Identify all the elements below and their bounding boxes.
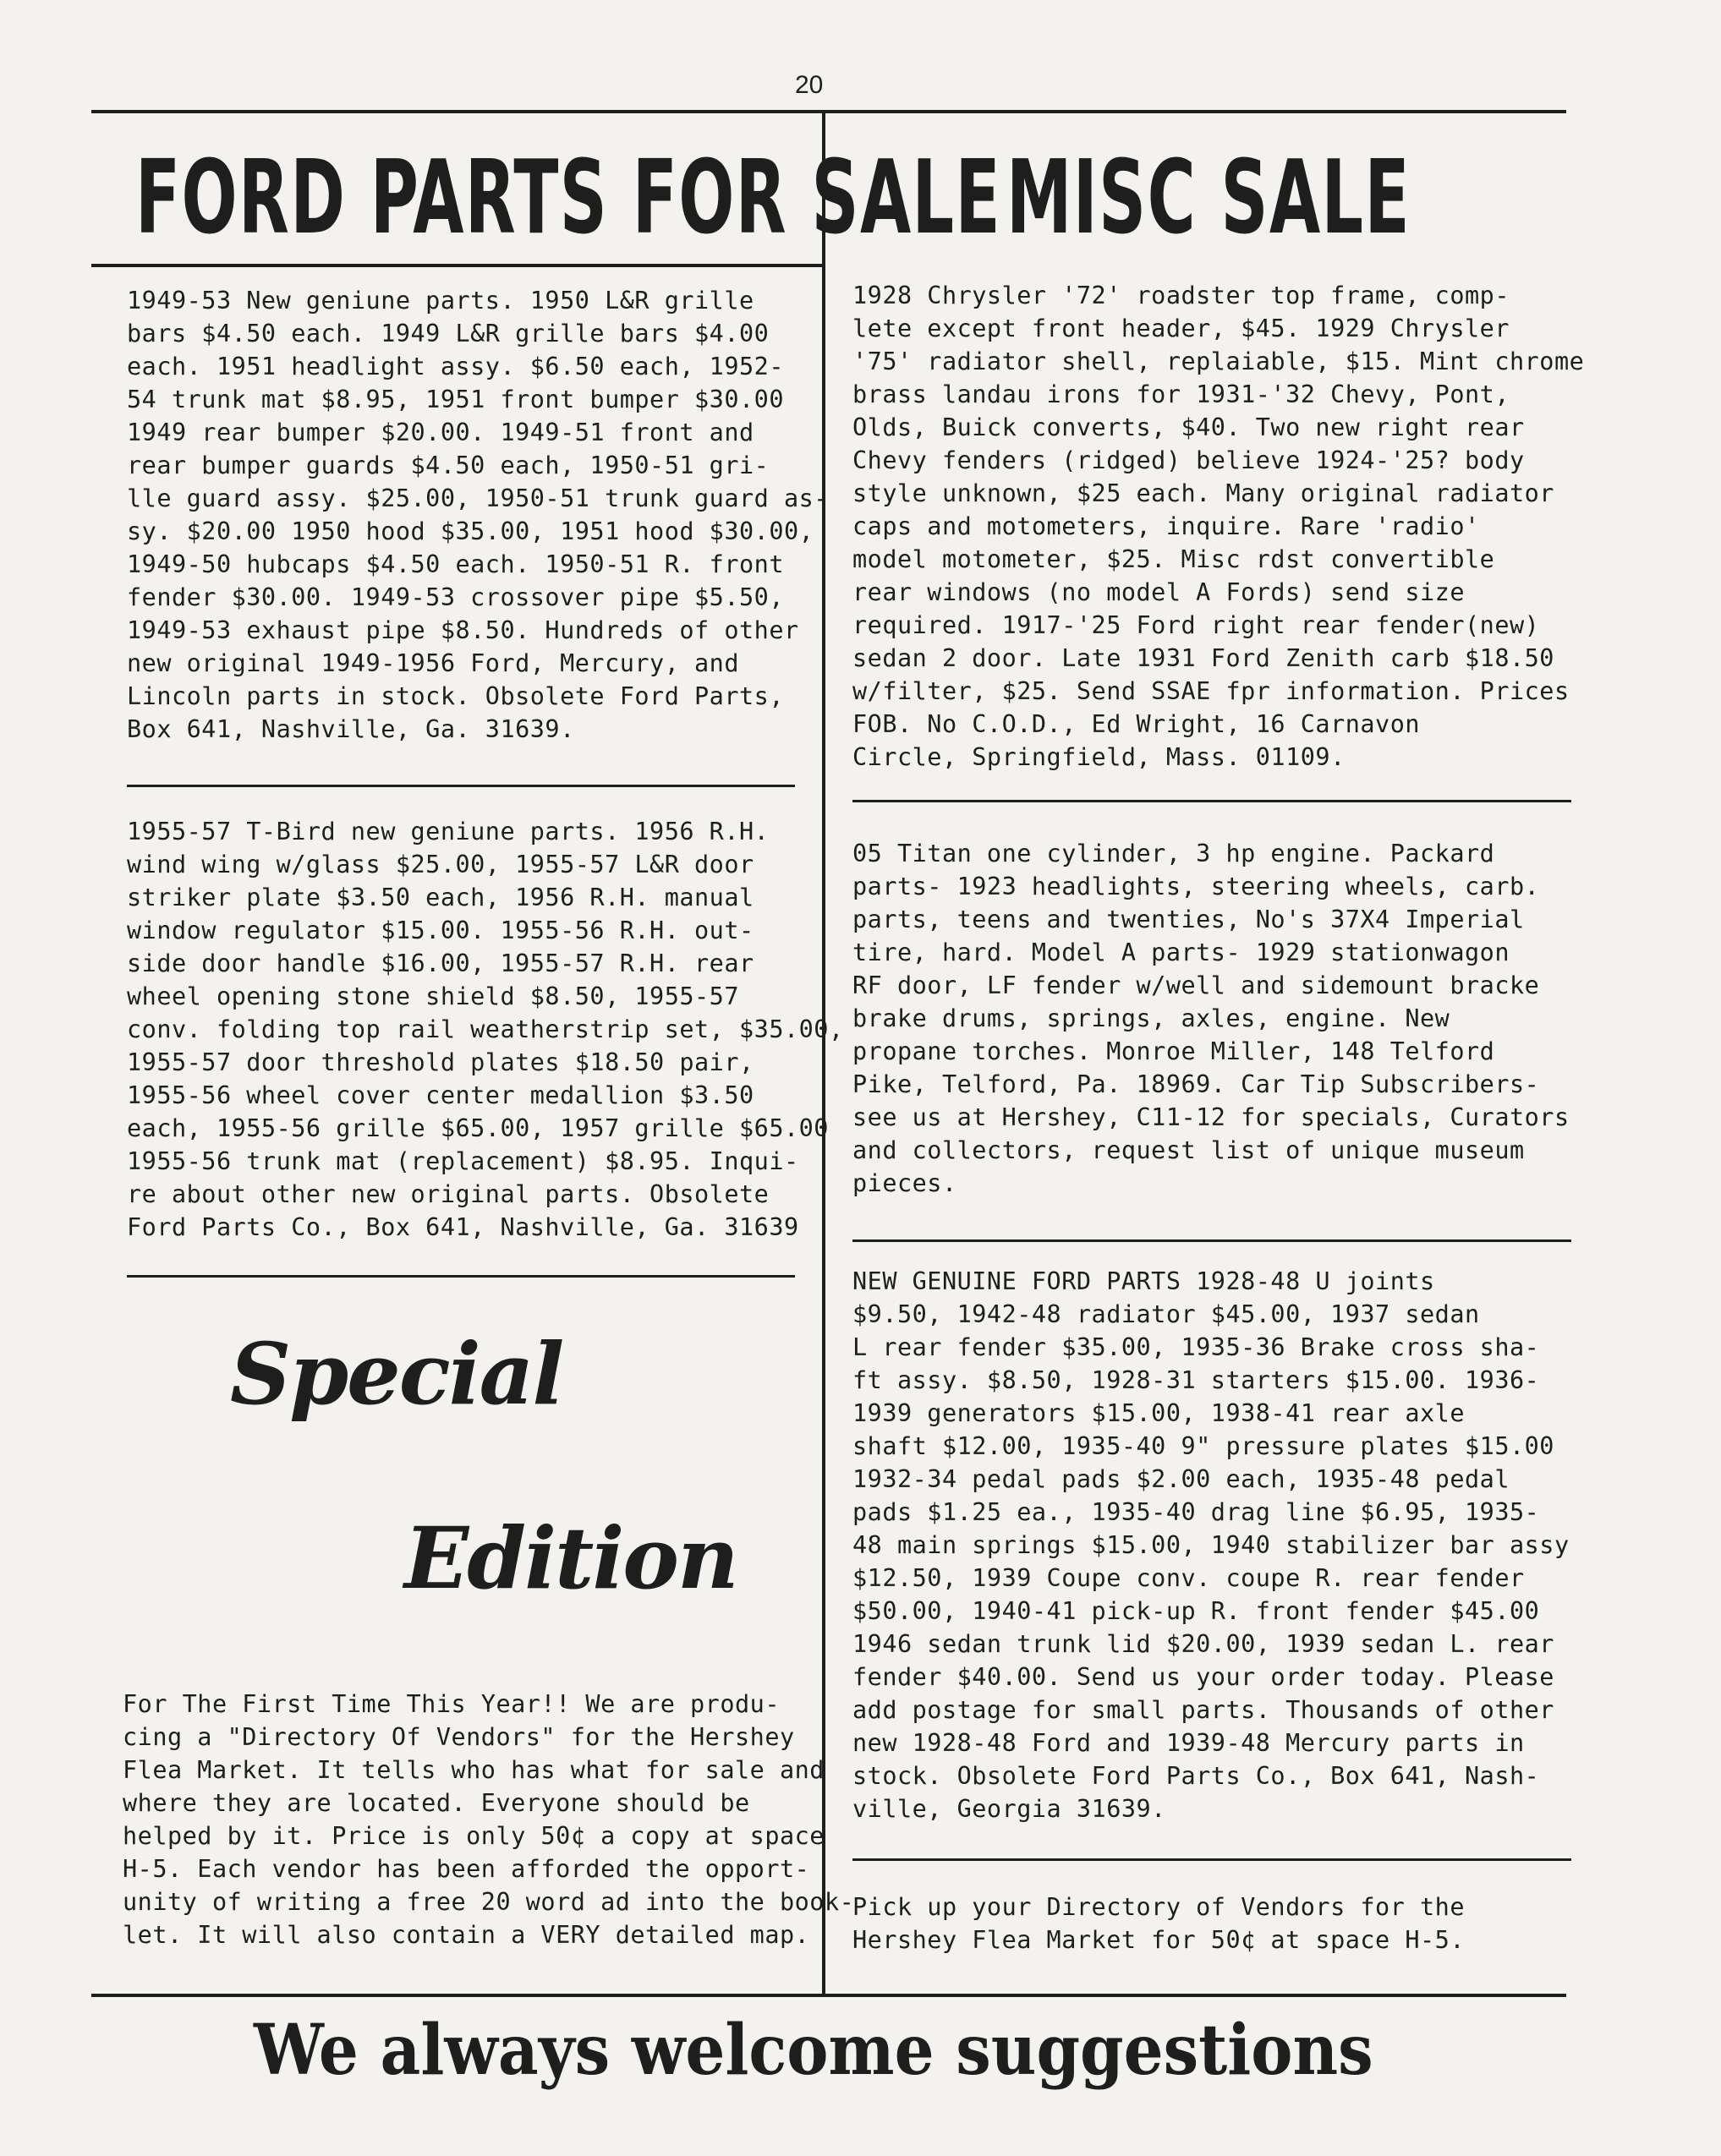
ad-line: conv. folding top rail weatherstrip set, $35.00, — [127, 1015, 844, 1043]
ad-line: 1955-57 T-Bird new geniune parts. 1956 R.H. — [127, 818, 770, 845]
ad-line: L rear fender $35.00, 1935-36 Brake cross sha- — [852, 1333, 1540, 1361]
separator — [127, 785, 795, 787]
ad-line: and collectors, request list of unique museum — [852, 1136, 1525, 1164]
ad-line: brake drums, springs, axles, engine. New — [852, 1004, 1450, 1032]
ad-line: fender $30.00. 1949-53 crossover pipe $5.50, — [127, 583, 784, 611]
bottom-rule — [91, 1994, 1566, 1997]
ad-line: cing a "Directory Of Vendors" for the Hershey — [123, 1723, 795, 1751]
ad-line: 1955-56 trunk mat (replacement) $8.95. Inqui- — [127, 1147, 799, 1175]
ad-line: propane torches. Monroe Miller, 148 Telford — [852, 1037, 1495, 1065]
ad-line: Chevy fenders (ridged) believe 1924-'25? body — [852, 446, 1525, 474]
ad-line: 1949 rear bumper $20.00. 1949-51 front and — [127, 419, 754, 446]
ad-line: re about other new original parts. Obsolete — [127, 1180, 770, 1208]
ad-line: side door handle $16.00, 1955-57 R.H. rear — [127, 949, 754, 977]
ad-line: Flea Market. It tells who has what for sale and — [123, 1756, 825, 1784]
ad-line: pads $1.25 ea., 1935-40 drag line $6.95, 1935- — [852, 1498, 1540, 1526]
ad-line: parts- 1923 headlights, steering wheels, carb. — [852, 873, 1540, 900]
ad-line: RF door, LF fender w/well and sidemount bracke — [852, 971, 1540, 999]
separator — [852, 1858, 1571, 1861]
ad-line: 1946 sedan trunk lid $20.00, 1939 sedan L. rear — [852, 1630, 1554, 1658]
new-genuine-ford-parts-ad — [852, 1265, 1570, 1825]
special-edition-text — [123, 1688, 854, 1951]
ad-line: H-5. Each vendor has been afforded the opport- — [123, 1855, 810, 1883]
ad-line: pieces. — [852, 1169, 957, 1197]
titan-engine-ad — [852, 837, 1570, 1200]
ad-line: where they are located. Everyone should be — [123, 1789, 750, 1817]
ad-line: Olds, Buick converts, $40. Two new right rear — [852, 413, 1525, 441]
ad-line: each, 1955-56 grille $65.00, 1957 grille $65.00 — [127, 1114, 829, 1142]
ad-line: Pike, Telford, Pa. 18969. Car Tip Subscribers- — [852, 1070, 1540, 1098]
ad-line: 1928 Chrysler '72' roadster top frame, comp- — [852, 282, 1510, 309]
ad-line: caps and motometers, inquire. Rare 'radio' — [852, 512, 1480, 540]
ad-line: $12.50, 1939 Coupe conv. coupe R. rear fender — [852, 1564, 1525, 1592]
ad-line: parts, teens and twenties, No's 37X4 Imperial — [852, 906, 1525, 933]
ad-line: rear bumper guards $4.50 each, 1950-51 gri- — [127, 451, 770, 479]
footer-slogan: We always welcome suggestions — [254, 2010, 1373, 2091]
ad-line: '75' radiator shell, replaiable, $15. Mint chrome — [852, 347, 1585, 375]
ad-line: ville, Georgia 31639. — [852, 1795, 1166, 1823]
ad-line: Lincoln parts in stock. Obsolete Ford Parts, — [127, 682, 784, 710]
ad-line: stock. Obsolete Ford Parts Co., Box 641, Nash- — [852, 1762, 1540, 1790]
ad-line: 05 Titan one cylinder, 3 hp engine. Packard — [852, 840, 1495, 867]
tbird-parts-ad — [127, 815, 844, 1244]
ad-line: ft assy. $8.50, 1928-31 starters $15.00. 1936- — [852, 1366, 1540, 1394]
ad-line: Pick up your Directory of Vendors for the — [852, 1893, 1465, 1921]
ad-line: FOB. No C.O.D., Ed Wright, 16 Carnavon — [852, 710, 1421, 738]
ad-line: lle guard assy. $25.00, 1950-51 trunk guard as- — [127, 484, 829, 512]
ad-line: new 1928-48 Ford and 1939-48 Mercury parts in — [852, 1729, 1525, 1757]
separator — [127, 1275, 795, 1278]
ad-line: wheel opening stone shield $8.50, 1955-57 — [127, 982, 739, 1010]
ad-line: fender $40.00. Send us your order today. Please — [852, 1663, 1554, 1691]
ad-line: 1949-53 New geniune parts. 1950 L&R grille — [127, 287, 754, 315]
ad-line: see us at Hershey, C11-12 for specials, Curators — [852, 1103, 1570, 1131]
ad-line: style unknown, $25 each. Many original radiator — [852, 479, 1554, 507]
ad-line: $50.00, 1940-41 pick-up R. front fender $45.00 — [852, 1597, 1540, 1625]
ad-line: 1949-53 exhaust pipe $8.50. Hundreds of other — [127, 616, 799, 644]
ad-line: brass landau irons for 1931-'32 Chevy, Pont, — [852, 380, 1510, 408]
ford-parts-ad-1949 — [127, 284, 829, 746]
ad-line: Ford Parts Co., Box 641, Nashville, Ga. 31639 — [127, 1213, 799, 1241]
ad-line: 54 trunk mat $8.95, 1951 front bumper $30.00 — [127, 386, 784, 413]
ad-line: $9.50, 1942-48 radiator $45.00, 1937 sedan — [852, 1300, 1480, 1328]
ad-line: model motometer, $25. Misc rdst convertible — [852, 545, 1495, 573]
ad-line: 1955-57 door threshold plates $18.50 pair, — [127, 1048, 754, 1076]
separator — [852, 1239, 1571, 1242]
top-rule — [91, 110, 1566, 113]
ad-line: rear windows (no model A Fords) send size — [852, 578, 1465, 606]
ad-line: helped by it. Price is only 50¢ a copy at space — [123, 1822, 825, 1850]
right-heading: MISC SALE — [1006, 140, 1411, 257]
ad-line: Box 641, Nashville, Ga. 31639. — [127, 715, 575, 743]
ad-line: 1932-34 pedal pads $2.00 each, 1935-48 pedal — [852, 1465, 1510, 1493]
ad-line: let. It will also contain a VERY detailed map. — [123, 1921, 810, 1949]
ad-line: 1949-50 hubcaps $4.50 each. 1950-51 R. front — [127, 550, 784, 578]
ad-line: sy. $20.00 1950 hood $35.00, 1951 hood $30.00, — [127, 517, 814, 545]
ad-line: NEW GENUINE FORD PARTS 1928-48 U joints — [852, 1267, 1435, 1295]
left-heading: FORD PARTS FOR SALE — [135, 140, 1002, 257]
page-number: 20 — [795, 71, 824, 99]
ad-line: 48 main springs $15.00, 1940 stabilizer bar assy — [852, 1531, 1570, 1559]
ad-line: required. 1917-'25 Ford right rear fender(new) — [852, 611, 1540, 639]
ad-line: Circle, Springfield, Mass. 01109. — [852, 743, 1346, 771]
ad-line: add postage for small parts. Thousands of other — [852, 1696, 1554, 1724]
ad-line: shaft $12.00, 1935-40 9" pressure plates $15.00 — [852, 1432, 1554, 1460]
edition-word: Edition — [404, 1508, 737, 1608]
directory-pickup-note — [852, 1891, 1465, 1956]
ad-line: new original 1949-1956 Ford, Mercury, and — [127, 649, 739, 677]
ad-line: 1955-56 wheel cover center medallion $3.50 — [127, 1081, 754, 1109]
separator — [852, 800, 1571, 802]
ad-line: each. 1951 headlight assy. $6.50 each, 1952- — [127, 353, 784, 380]
ad-line: unity of writing a free 20 word ad into the book- — [123, 1888, 855, 1916]
heading-underline-left — [91, 264, 824, 267]
chrysler-misc-ad — [852, 279, 1584, 774]
ad-line: 1939 generators $15.00, 1938-41 rear axle — [852, 1399, 1465, 1427]
ad-line: window regulator $15.00. 1955-56 R.H. out- — [127, 917, 754, 944]
ad-line: lete except front header, $45. 1929 Chrysler — [852, 315, 1510, 342]
ad-line: wind wing w/glass $25.00, 1955-57 L&R door — [127, 851, 754, 878]
ad-line: sedan 2 door. Late 1931 Ford Zenith carb $18.50 — [852, 644, 1554, 672]
special-word: Special — [230, 1324, 563, 1424]
ad-line: Hershey Flea Market for 50¢ at space H-5. — [852, 1926, 1465, 1954]
ad-line: tire, hard. Model A parts- 1929 stationwagon — [852, 938, 1510, 966]
ad-line: striker plate $3.50 each, 1956 R.H. manual — [127, 884, 754, 911]
ad-line: w/filter, $25. Send SSAE fpr information. Prices — [852, 677, 1570, 705]
ad-line: bars $4.50 each. 1949 L&R grille bars $4.00 — [127, 320, 770, 347]
ad-line: For The First Time This Year!! We are produ- — [123, 1690, 780, 1718]
